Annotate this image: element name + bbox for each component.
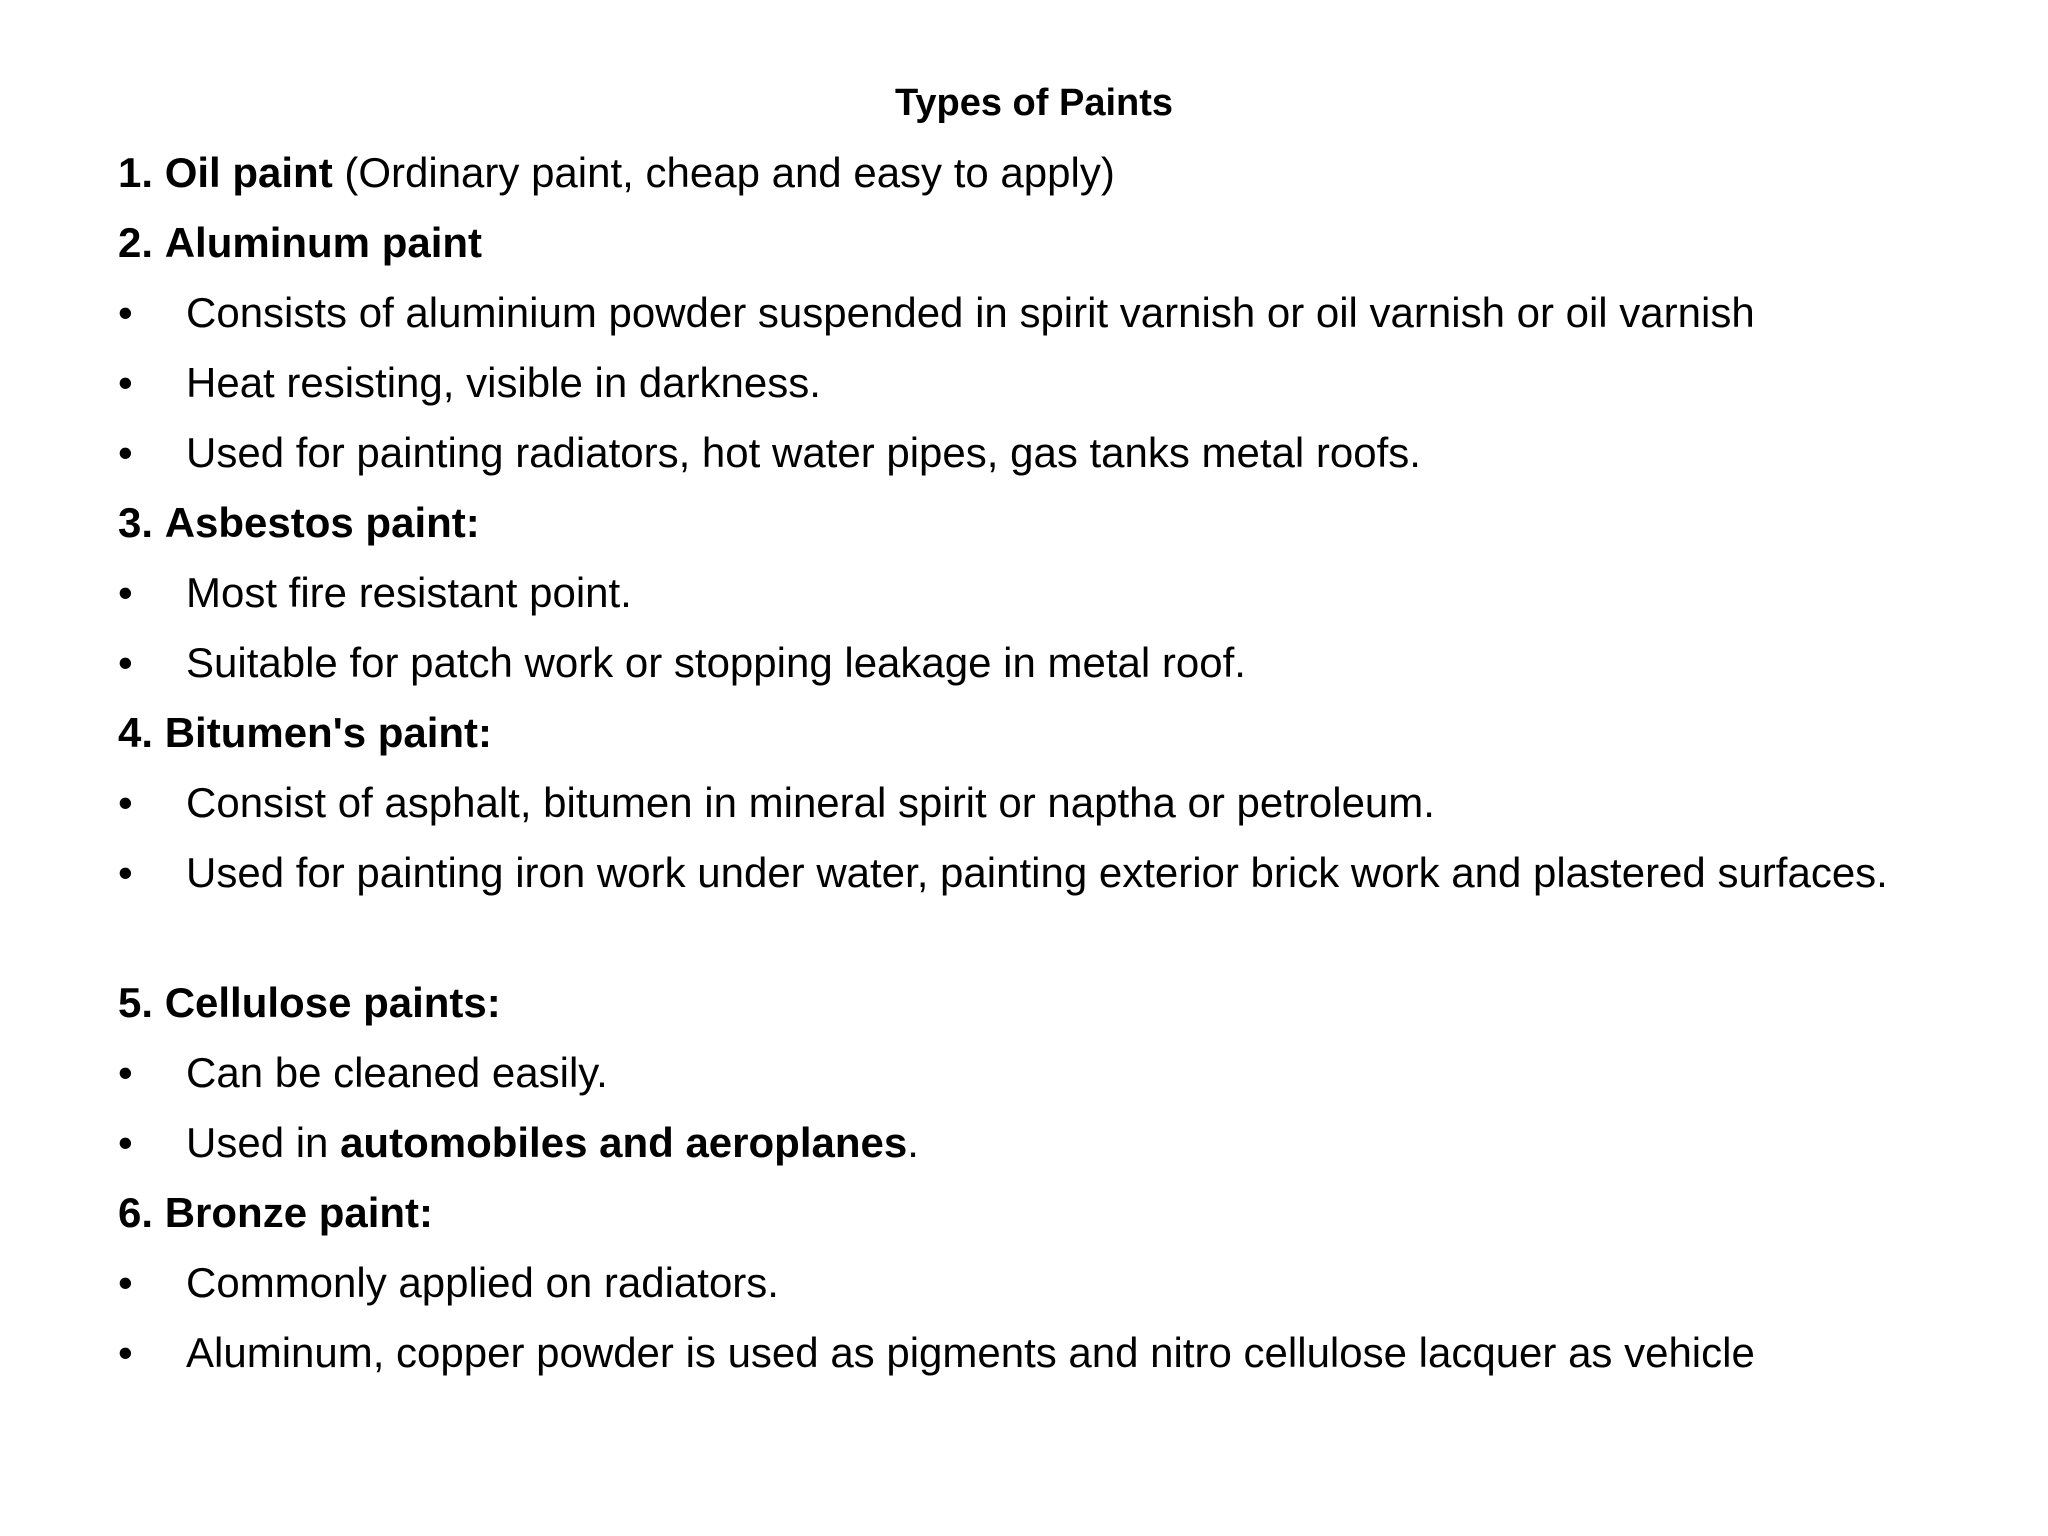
paint-types-list (118, 143, 1978, 1393)
bullet-icon: • (118, 1119, 133, 1166)
section-heading-asbestos-paint (118, 493, 1978, 563)
list-item-text: Aluminum, copper powder is used as pigments and nitro cellulose lacquer as vehicle (186, 1329, 1755, 1376)
list-item (118, 773, 1978, 843)
bullet-icon: • (118, 1049, 133, 1096)
bullet-icon: • (118, 289, 133, 336)
list-item (118, 1043, 1978, 1113)
section-name: Asbestos paint: (164, 499, 480, 546)
section-name: Bronze paint: (164, 1189, 434, 1236)
section-number: 5. (118, 979, 154, 1026)
bullet-icon: • (118, 779, 133, 826)
section-heading-bitumen-paint (118, 703, 1978, 773)
list-item-text: Commonly applied on radiators. (186, 1259, 779, 1306)
bullet-icon: • (118, 639, 133, 686)
section-number: 2. (118, 219, 154, 266)
list-item (118, 423, 1978, 493)
bullet-icon: • (118, 569, 133, 616)
list-item (118, 283, 1978, 353)
bullet-icon: • (118, 429, 133, 476)
bullet-icon: • (118, 1329, 133, 1376)
section-heading-cellulose-paints (118, 973, 1978, 1043)
list-item-text: Used for painting iron work under water, painting exterior brick work and plastered surfaces. (186, 849, 1888, 896)
list-item (118, 563, 1978, 633)
section-name: Bitumen's paint: (164, 709, 493, 756)
section-heading-oil-paint (118, 143, 1978, 213)
list-item-text: Consists of aluminium powder suspended in spirit varnish or oil varnish or oil varnish (186, 289, 1755, 336)
list-item (118, 1323, 1978, 1393)
bullet-icon: • (118, 1259, 133, 1306)
list-item-text: Used for painting radiators, hot water pipes, gas tanks metal roofs. (186, 429, 1421, 476)
emphasized-text: automobiles and aeroplanes (340, 1119, 908, 1166)
section-number: 6. (118, 1189, 154, 1236)
list-item-text: Suitable for patch work or stopping leakage in metal roof. (186, 639, 1246, 686)
bullet-icon: • (118, 359, 133, 406)
section-name: Aluminum paint (164, 219, 483, 266)
list-item-text: Most fire resistant point. (186, 569, 632, 616)
section-name: Cellulose paints: (164, 979, 501, 1026)
list-item (118, 843, 1978, 973)
section-name: Oil paint (164, 149, 333, 196)
text-suffix: . (907, 1119, 919, 1166)
list-item (118, 353, 1978, 423)
list-item-text (186, 1113, 1978, 1173)
list-item (118, 1113, 1978, 1183)
section-number: 4. (118, 709, 154, 756)
list-item-text: Heat resisting, visible in darkness. (186, 359, 821, 406)
section-note: (Ordinary paint, cheap and easy to apply) (332, 149, 1115, 196)
list-item (118, 1253, 1978, 1323)
section-heading-aluminum-paint (118, 213, 1978, 283)
section-number: 3. (118, 499, 154, 546)
bullet-icon: • (118, 849, 133, 896)
section-number: 1. (118, 149, 154, 196)
list-item (118, 633, 1978, 703)
text-prefix: Used in (186, 1119, 341, 1166)
list-item-text: Consist of asphalt, bitumen in mineral spirit or naptha or petroleum. (186, 779, 1435, 826)
section-heading-bronze-paint (118, 1183, 1978, 1253)
page-title: Types of Paints (894, 82, 1174, 124)
list-item-text: Can be cleaned easily. (186, 1049, 608, 1096)
